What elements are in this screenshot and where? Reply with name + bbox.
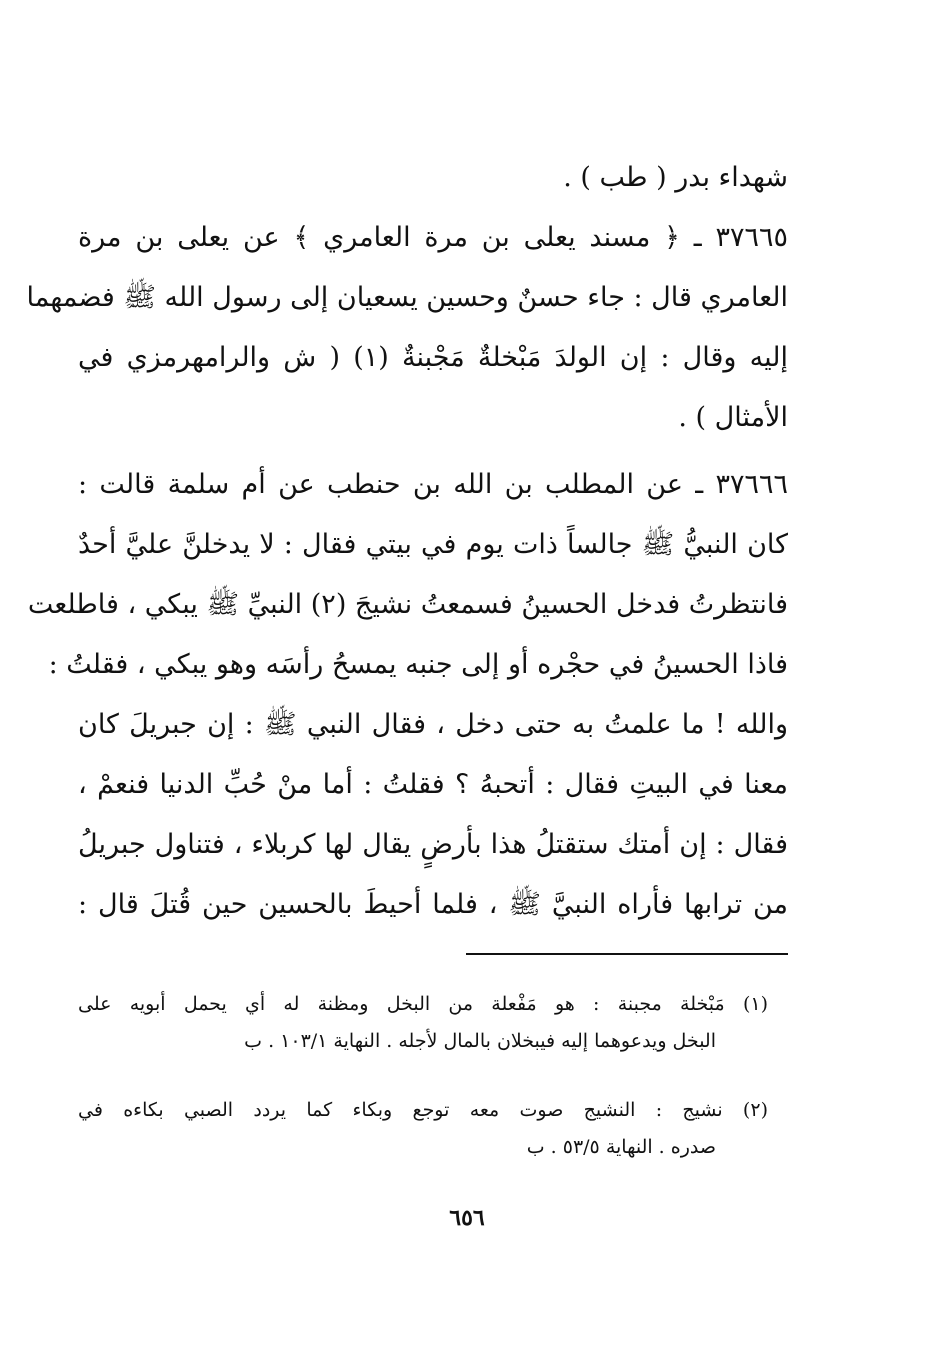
- text-line: معنا في البيتِ فقال : أتحبهُ ؟ فقلتُ : أما منْ حُبِّ الدنيا فنعمْ ،: [78, 769, 788, 800]
- footnote-line: البخل ويدعوهما إليه فيبخلان بالمال لأجله . النهاية ١٠٣/١ . ب: [244, 1030, 716, 1052]
- text-line: الأمثال ) .: [678, 402, 788, 433]
- text-line: إليه وقال : إن الولدَ مَبْخلةٌ مَجْبنةٌ (١) ( ش والرامهرمزي في: [78, 342, 788, 373]
- footnote-line: صدره . النهاية ٥٣/٥ . ب: [526, 1136, 716, 1158]
- text-line: ٣٧٦٦٥ ـ ﴿ مسند يعلى بن مرة العامري ﴾ عن يعلى بن مرة: [78, 222, 788, 253]
- text-line: فانتظرتُ فدخل الحسينُ فسمعتُ نشيجَ (٢) النبيِّ ﷺ يبكي ، فاطلعت: [27, 589, 788, 620]
- text-line: فقال : إن أمتك ستقتلُ هذا بأرضٍ يقال لها كربلاء ، فتناول جبريلُ: [78, 829, 788, 860]
- hadith-37666: [27, 455, 788, 935]
- footnote-2: [78, 1092, 768, 1166]
- text-line: العامري قال : جاء حسنٌ وحسين يسعيان إلى رسول الله ﷺ فضمهما: [26, 282, 788, 313]
- text-line: والله ! ما علمتُ به حتى دخل ، فقال النبي ﷺ : إن جبريلَ كان: [78, 709, 788, 740]
- text-line: من ترابها فأراه النبيَّ ﷺ ، فلما أحيطَ بالحسين حين قُتلَ قال :: [78, 889, 788, 920]
- footnote-1: [78, 986, 768, 1060]
- footnote-line: (٢) نشيج : النشيج صوت معه توجع وبكاء كما يردد الصبي بكاءه في: [78, 1099, 768, 1121]
- text-line: كان النبيُّ ﷺ جالساً ذات يوم في بيتي فقال : لا يدخلنَّ عليَّ أحدٌ: [78, 529, 788, 560]
- paragraph-continuation: [78, 148, 788, 208]
- text-line: شهداء بدر ( طب ) .: [563, 162, 788, 193]
- hadith-37665: [26, 208, 788, 448]
- text-line: فاذا الحسينُ في حجْره أو إلى جنبه يمسحُ رأسَه وهو يبكي ، فقلتُ :: [48, 649, 788, 680]
- page-number: ٦٥٦: [449, 1205, 485, 1231]
- footnote-separator: [466, 953, 788, 955]
- text-line: ٣٧٦٦٦ ـ عن المطلب بن الله بن حنطب عن أم سلمة قالت :: [78, 469, 788, 500]
- footnote-line: (١) مَبْخلة مجبنة : هو مَفْعلة من البخل ومظنة له أي يحمل أبويه على: [78, 993, 768, 1015]
